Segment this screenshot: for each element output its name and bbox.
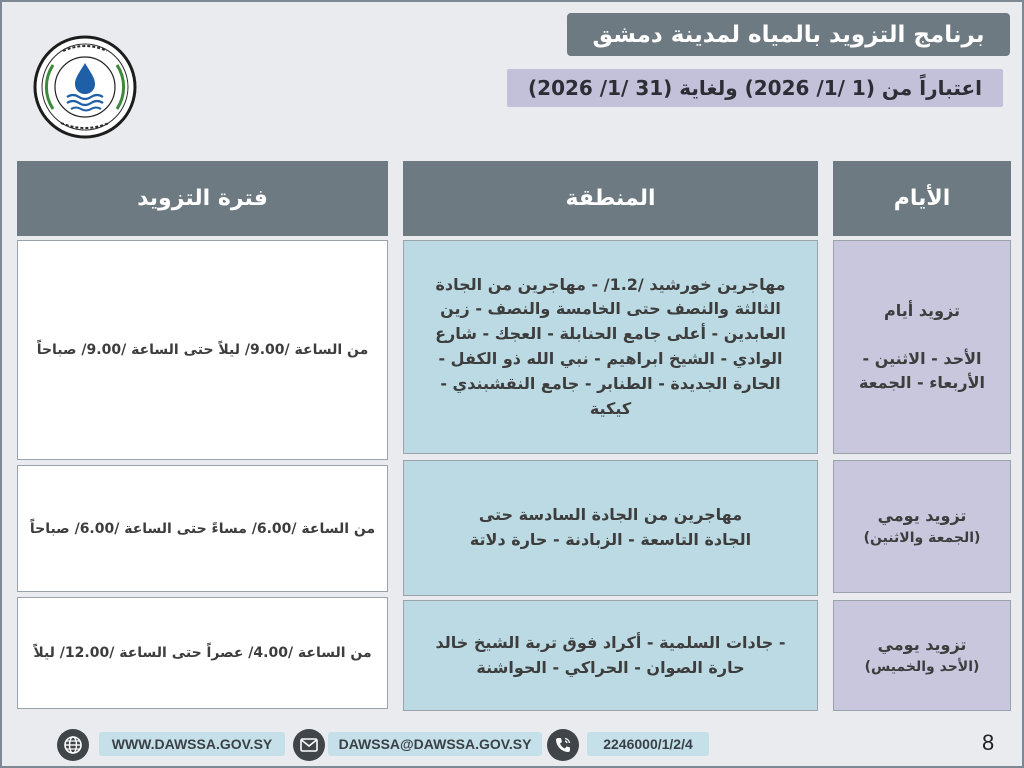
table-row-1-days: [833, 240, 1011, 454]
table-row-1-area: مهاجرين خورشيد /1.2/ - مهاجرين من الجادة الثالثة والنصف حتى الخامسة والنصف - زين العابدين - أعلى جامع الحنابلة - العجك - شارع الوادي - الشيخ ابراهيم - نبي الله ذو الكفل - الحارة الجديدة - الطنابر - جامع النقشبندي - كيكية: [403, 240, 818, 454]
column-header-area: المنطقة: [403, 161, 818, 236]
table-row-2-days: [833, 460, 1011, 593]
phone-number: 2246000/1/2/4: [587, 732, 709, 756]
table-row-1-time: من الساعة /9.00/ ليلاً حتى الساعة /9.00/ صباحاً: [17, 240, 388, 460]
phone-icon: [547, 729, 579, 761]
days-sub-label: (الجمعة والاثنين): [863, 530, 981, 546]
days-main-label: تزويد يومي: [877, 506, 967, 525]
days-sub-label: (الأحد والخميس): [864, 659, 980, 675]
page-number: 8: [982, 730, 995, 755]
column-header-time: فترة التزويد: [17, 161, 388, 236]
days-main-label: تزويد يومي: [877, 635, 967, 654]
column-header-days: الأيام: [833, 161, 1011, 236]
email-link[interactable]: DAWSSA@DAWSSA.GOV.SY: [328, 732, 542, 756]
globe-icon: [57, 729, 89, 761]
page-title: برنامج التزويد بالمياه لمدينة دمشق: [567, 13, 1010, 56]
days-sub-label: الأحد - الاثنين - الأربعاء - الجمعة: [858, 349, 986, 392]
table-row-3-time: من الساعة /4.00/ عصراً حتى الساعة /12.00/ ليلاً: [17, 597, 388, 709]
mail-icon: [293, 729, 325, 761]
table-row-3-area: - جادات السلمية - أكراد فوق تربة الشيخ خالد حارة الصوان - الحراكي - الحواشنة: [403, 600, 818, 711]
days-main-label: تزويد أيام: [884, 301, 960, 320]
table-row-2-area: مهاجرين من الجادة السادسة حتى الجادة التاسعة - الزبادنة - حارة دلاتة: [403, 460, 818, 596]
date-range-subtitle: اعتباراً من (1 /1/ 2026) ولغاية (31 /1/ 2026): [507, 69, 1003, 107]
table-row-2-time: من الساعة /6.00/ مساءً حتى الساعة /6.00/ صباحاً: [17, 465, 388, 592]
table-row-3-days: [833, 600, 1011, 711]
water-drop-logo-icon: [33, 35, 137, 139]
website-link[interactable]: WWW.DAWSSA.GOV.SY: [99, 732, 285, 756]
